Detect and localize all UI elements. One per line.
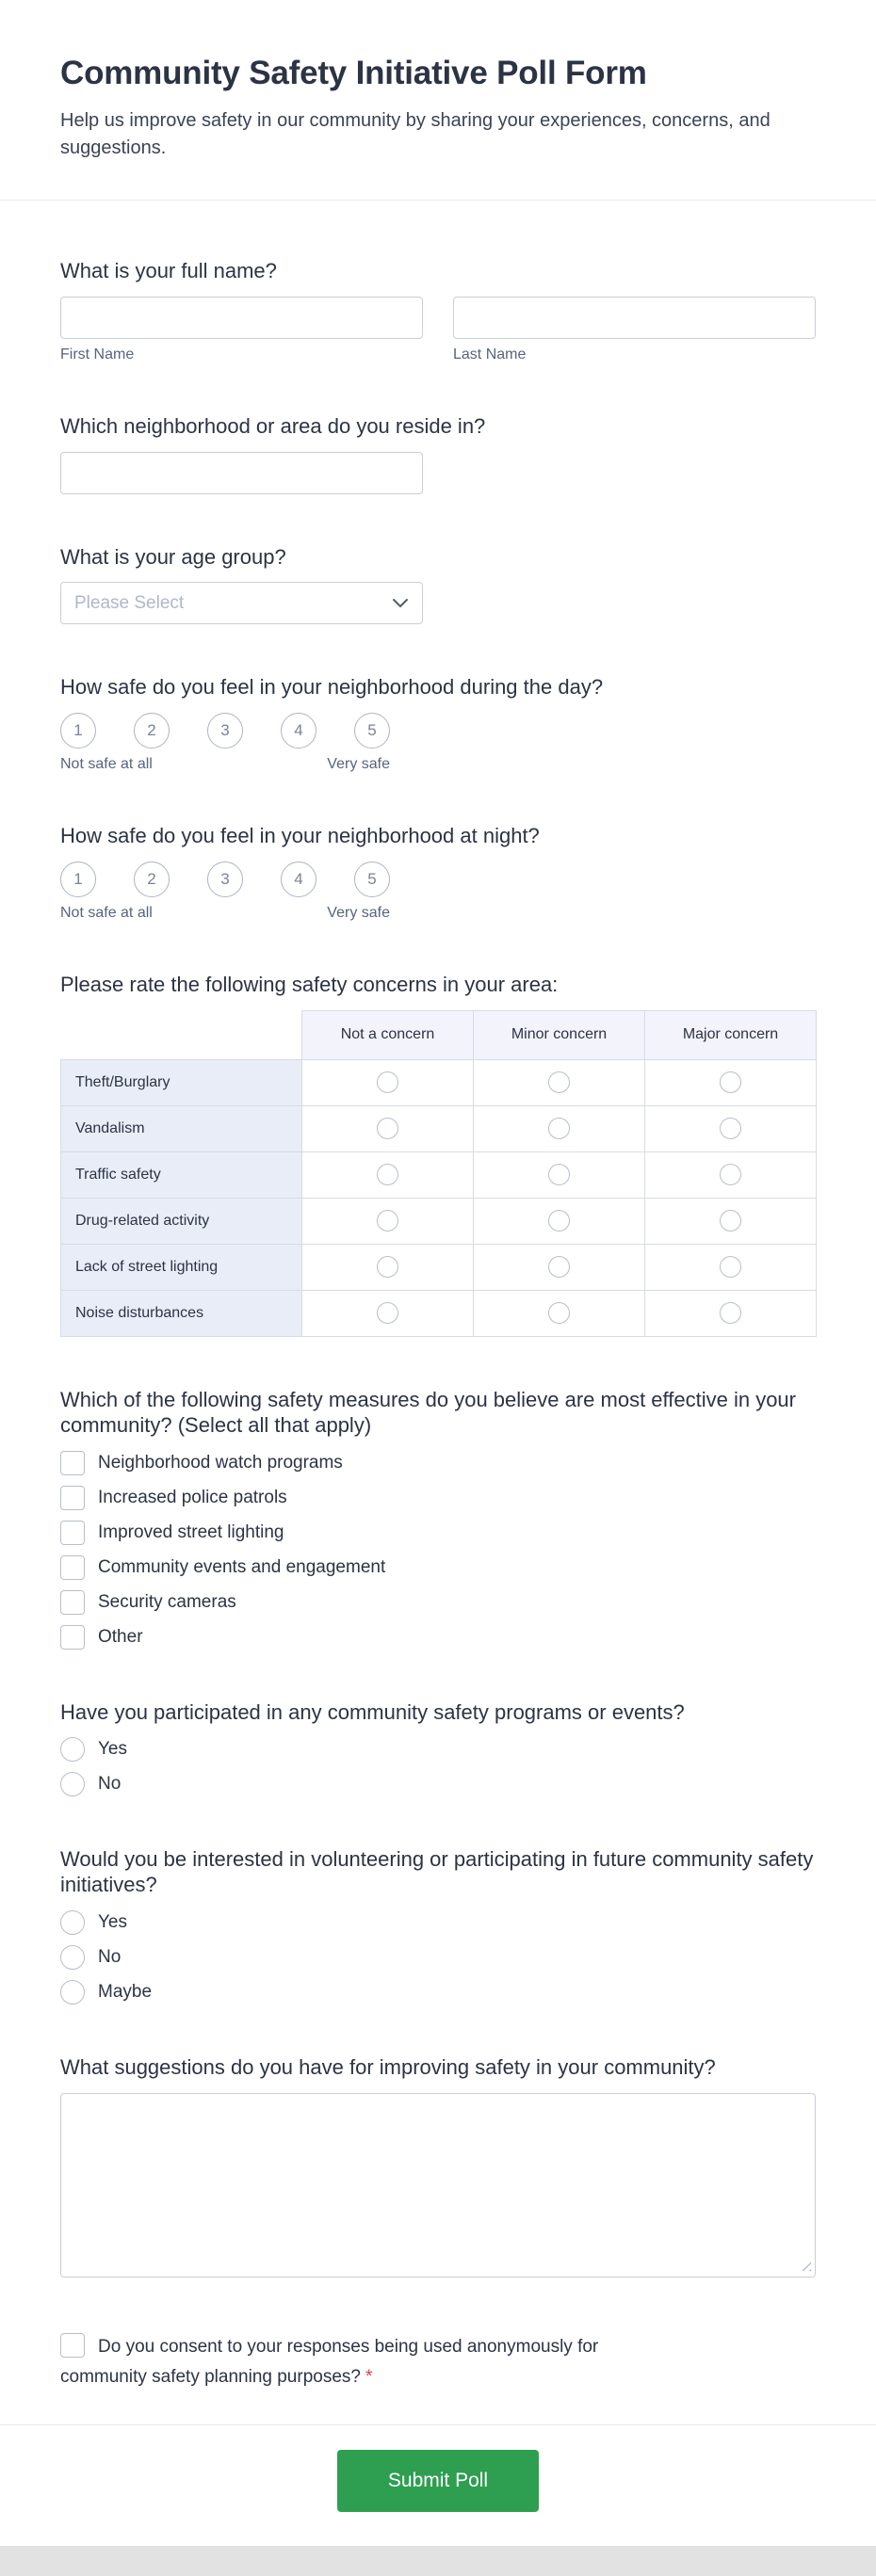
- required-asterisk: *: [365, 2366, 373, 2387]
- matrix-row-noise: [61, 1290, 817, 1336]
- matrix-row-label: Theft/Burglary: [61, 1059, 302, 1105]
- consent-checkbox[interactable]: [60, 2333, 85, 2358]
- question-label: How safe do you feel in your neighborhood at night?: [60, 824, 540, 848]
- checkbox[interactable]: [60, 1486, 85, 1510]
- matrix-row-drug-activity: [61, 1198, 817, 1244]
- matrix-cell: [302, 1151, 474, 1198]
- checkbox-option-other: [60, 1625, 816, 1650]
- page-bottom-gap: [0, 2546, 876, 2574]
- scale-endpoint-labels: [60, 756, 390, 773]
- matrix-row-label: Noise disturbances: [61, 1290, 302, 1336]
- scale-endpoint-labels: [60, 905, 390, 922]
- checkbox-option-patrols: [60, 1486, 816, 1510]
- safety-night-scale: [60, 861, 816, 897]
- matrix-cell: [474, 1151, 645, 1198]
- name-fields-row: [60, 297, 816, 363]
- scale-min-label: Not safe at all: [60, 756, 153, 773]
- scale-min-label: Not safe at all: [60, 905, 153, 922]
- scale-option-2[interactable]: 2: [134, 861, 170, 897]
- scale-option-1[interactable]: 1: [60, 861, 96, 897]
- question-age-group: [60, 545, 816, 625]
- question-concerns-matrix: [60, 973, 816, 1337]
- question-safety-day: [60, 675, 816, 773]
- matrix-cell: [302, 1290, 474, 1336]
- question-label: Which of the following safety measures do you believe are most effective in your community? (Select all that apply): [60, 1387, 796, 1437]
- question-participated: [60, 1700, 816, 1797]
- matrix-radio[interactable]: [548, 1118, 570, 1139]
- submit-button[interactable]: Submit Poll: [337, 2450, 539, 2512]
- age-group-select[interactable]: [60, 582, 423, 624]
- option-label: Neighborhood watch programs: [98, 1452, 343, 1473]
- matrix-row-label: Drug-related activity: [61, 1198, 302, 1244]
- matrix-cell: [302, 1059, 474, 1105]
- matrix-cell: [302, 1198, 474, 1244]
- matrix-row-label: Lack of street lighting: [61, 1244, 302, 1290]
- concerns-matrix-table: [60, 1010, 817, 1337]
- radio[interactable]: [60, 1910, 85, 1935]
- scale-option-3[interactable]: 3: [207, 713, 243, 749]
- checkbox[interactable]: [60, 1625, 85, 1650]
- option-label: Security cameras: [98, 1591, 236, 1612]
- option-label: No: [98, 1774, 122, 1795]
- option-label: Improved street lighting: [98, 1521, 284, 1542]
- chevron-down-icon: [392, 598, 409, 608]
- matrix-col-header-not-a-concern: Not a concern: [302, 1010, 474, 1059]
- matrix-radio[interactable]: [377, 1256, 398, 1278]
- question-volunteer: [60, 1847, 816, 2004]
- last-name-field: [453, 297, 816, 363]
- safety-day-scale: [60, 713, 816, 749]
- suggestions-textarea-wrap: [60, 2093, 816, 2278]
- matrix-radio[interactable]: [377, 1071, 398, 1093]
- matrix-corner-cell: [61, 1010, 302, 1059]
- scale-option-5[interactable]: 5: [354, 861, 390, 897]
- question-label: Would you be interested in volunteering or participating in future community safety initiatives?: [60, 1847, 814, 1897]
- form-subtitle: Help us improve safety in our community by sharing your experiences, concerns, and suggestions.: [60, 110, 771, 158]
- matrix-row-vandalism: [61, 1105, 817, 1151]
- header-divider: [0, 200, 876, 201]
- option-label: Yes: [98, 1912, 127, 1933]
- matrix-cell: [645, 1290, 817, 1336]
- radio[interactable]: [60, 1772, 85, 1796]
- radio-option-no: [60, 1945, 816, 1970]
- option-label: No: [98, 1947, 122, 1968]
- first-name-field: [60, 297, 423, 363]
- radio[interactable]: [60, 1980, 85, 2004]
- option-label: Increased police patrols: [98, 1487, 287, 1507]
- matrix-row-street-lighting: [61, 1244, 817, 1290]
- suggestions-textarea[interactable]: [60, 2093, 816, 2278]
- matrix-cell: [474, 1244, 645, 1290]
- matrix-radio[interactable]: [548, 1071, 570, 1093]
- radio[interactable]: [60, 1737, 85, 1762]
- matrix-row-theft: [61, 1059, 817, 1105]
- matrix-radio[interactable]: [548, 1210, 570, 1232]
- radio-option-yes: [60, 1737, 816, 1762]
- radio[interactable]: [60, 1945, 85, 1970]
- neighborhood-input[interactable]: [60, 452, 423, 494]
- checkbox[interactable]: [60, 1521, 85, 1545]
- consent-line: [60, 2332, 682, 2392]
- question-label: What is your age group?: [60, 544, 286, 569]
- first-name-input[interactable]: [60, 297, 423, 339]
- matrix-radio[interactable]: [377, 1118, 398, 1139]
- submit-section: [0, 2424, 876, 2546]
- matrix-radio[interactable]: [548, 1302, 570, 1324]
- matrix-header-row: [61, 1010, 817, 1059]
- option-label: Community events and engagement: [98, 1556, 386, 1577]
- matrix-row-traffic: [61, 1151, 817, 1198]
- form-title: Community Safety Initiative Poll Form: [60, 55, 647, 91]
- matrix-cell: [645, 1244, 817, 1290]
- option-label: Maybe: [98, 1982, 153, 2003]
- matrix-row-label: Traffic safety: [61, 1151, 302, 1198]
- scale-max-label: Very safe: [327, 905, 390, 922]
- question-consent: [60, 2332, 816, 2392]
- matrix-radio[interactable]: [720, 1210, 741, 1232]
- matrix-cell: [474, 1059, 645, 1105]
- scale-max-label: Very safe: [327, 756, 390, 773]
- question-label: What is your full name?: [60, 259, 277, 282]
- matrix-cell: [474, 1198, 645, 1244]
- matrix-radio[interactable]: [377, 1210, 398, 1232]
- matrix-cell: [474, 1105, 645, 1151]
- radio-option-no: [60, 1772, 816, 1796]
- matrix-radio[interactable]: [720, 1118, 741, 1139]
- checkbox[interactable]: [60, 1590, 85, 1615]
- matrix-radio[interactable]: [548, 1256, 570, 1278]
- consent-label: Do you consent to your responses being used anonymously for community safety planning purposes?: [60, 2336, 599, 2387]
- question-safety-night: [60, 824, 816, 922]
- radio-option-maybe: [60, 1980, 816, 2004]
- checkbox[interactable]: [60, 1451, 85, 1475]
- matrix-cell: [302, 1105, 474, 1151]
- scale-option-4[interactable]: 4: [281, 861, 316, 897]
- matrix-cell: [645, 1059, 817, 1105]
- option-label: Other: [98, 1626, 143, 1647]
- last-name-sublabel: Last Name: [453, 346, 527, 362]
- first-name-sublabel: First Name: [60, 346, 135, 362]
- question-label: Please rate the following safety concerns in your area:: [60, 973, 559, 997]
- matrix-radio[interactable]: [548, 1164, 570, 1185]
- last-name-input[interactable]: [453, 297, 816, 339]
- matrix-cell: [474, 1290, 645, 1336]
- question-label: How safe do you feel in your neighborhood during the day?: [60, 675, 604, 700]
- checkbox-option-events: [60, 1555, 816, 1580]
- checkbox-option-watch: [60, 1451, 816, 1475]
- matrix-cell: [302, 1244, 474, 1290]
- matrix-radio[interactable]: [720, 1071, 741, 1093]
- scale-option-5[interactable]: 5: [354, 713, 390, 749]
- matrix-col-header-minor-concern: Minor concern: [474, 1010, 645, 1059]
- question-suggestions: [60, 2055, 816, 2278]
- checkbox-option-cameras: [60, 1590, 816, 1615]
- checkbox[interactable]: [60, 1555, 85, 1580]
- question-label: Which neighborhood or area do you reside in?: [60, 413, 486, 438]
- question-label: What suggestions do you have for improving safety in your community?: [60, 2055, 716, 2080]
- matrix-radio[interactable]: [377, 1164, 398, 1185]
- question-full-name: [60, 259, 816, 363]
- matrix-cell: [645, 1198, 817, 1244]
- scale-option-1[interactable]: 1: [60, 713, 96, 749]
- select-placeholder: Please Select: [74, 592, 185, 613]
- matrix-radio[interactable]: [720, 1256, 741, 1278]
- question-neighborhood: [60, 414, 816, 494]
- form-header: [0, 0, 876, 200]
- matrix-cell: [645, 1151, 817, 1198]
- matrix-radio[interactable]: [720, 1302, 741, 1324]
- question-label: Have you participated in any community safety programs or events?: [60, 1699, 685, 1724]
- checkbox-option-lighting: [60, 1521, 816, 1545]
- matrix-radio[interactable]: [377, 1302, 398, 1324]
- matrix-row-label: Vandalism: [61, 1105, 302, 1151]
- matrix-radio[interactable]: [720, 1164, 741, 1185]
- question-safety-measures: [60, 1388, 816, 1650]
- scale-option-3[interactable]: 3: [207, 861, 243, 897]
- option-label: Yes: [98, 1739, 127, 1760]
- scale-option-2[interactable]: 2: [134, 713, 170, 749]
- scale-option-4[interactable]: 4: [281, 713, 316, 749]
- matrix-col-header-major-concern: Major concern: [645, 1010, 817, 1059]
- matrix-cell: [645, 1105, 817, 1151]
- radio-option-yes: [60, 1910, 816, 1935]
